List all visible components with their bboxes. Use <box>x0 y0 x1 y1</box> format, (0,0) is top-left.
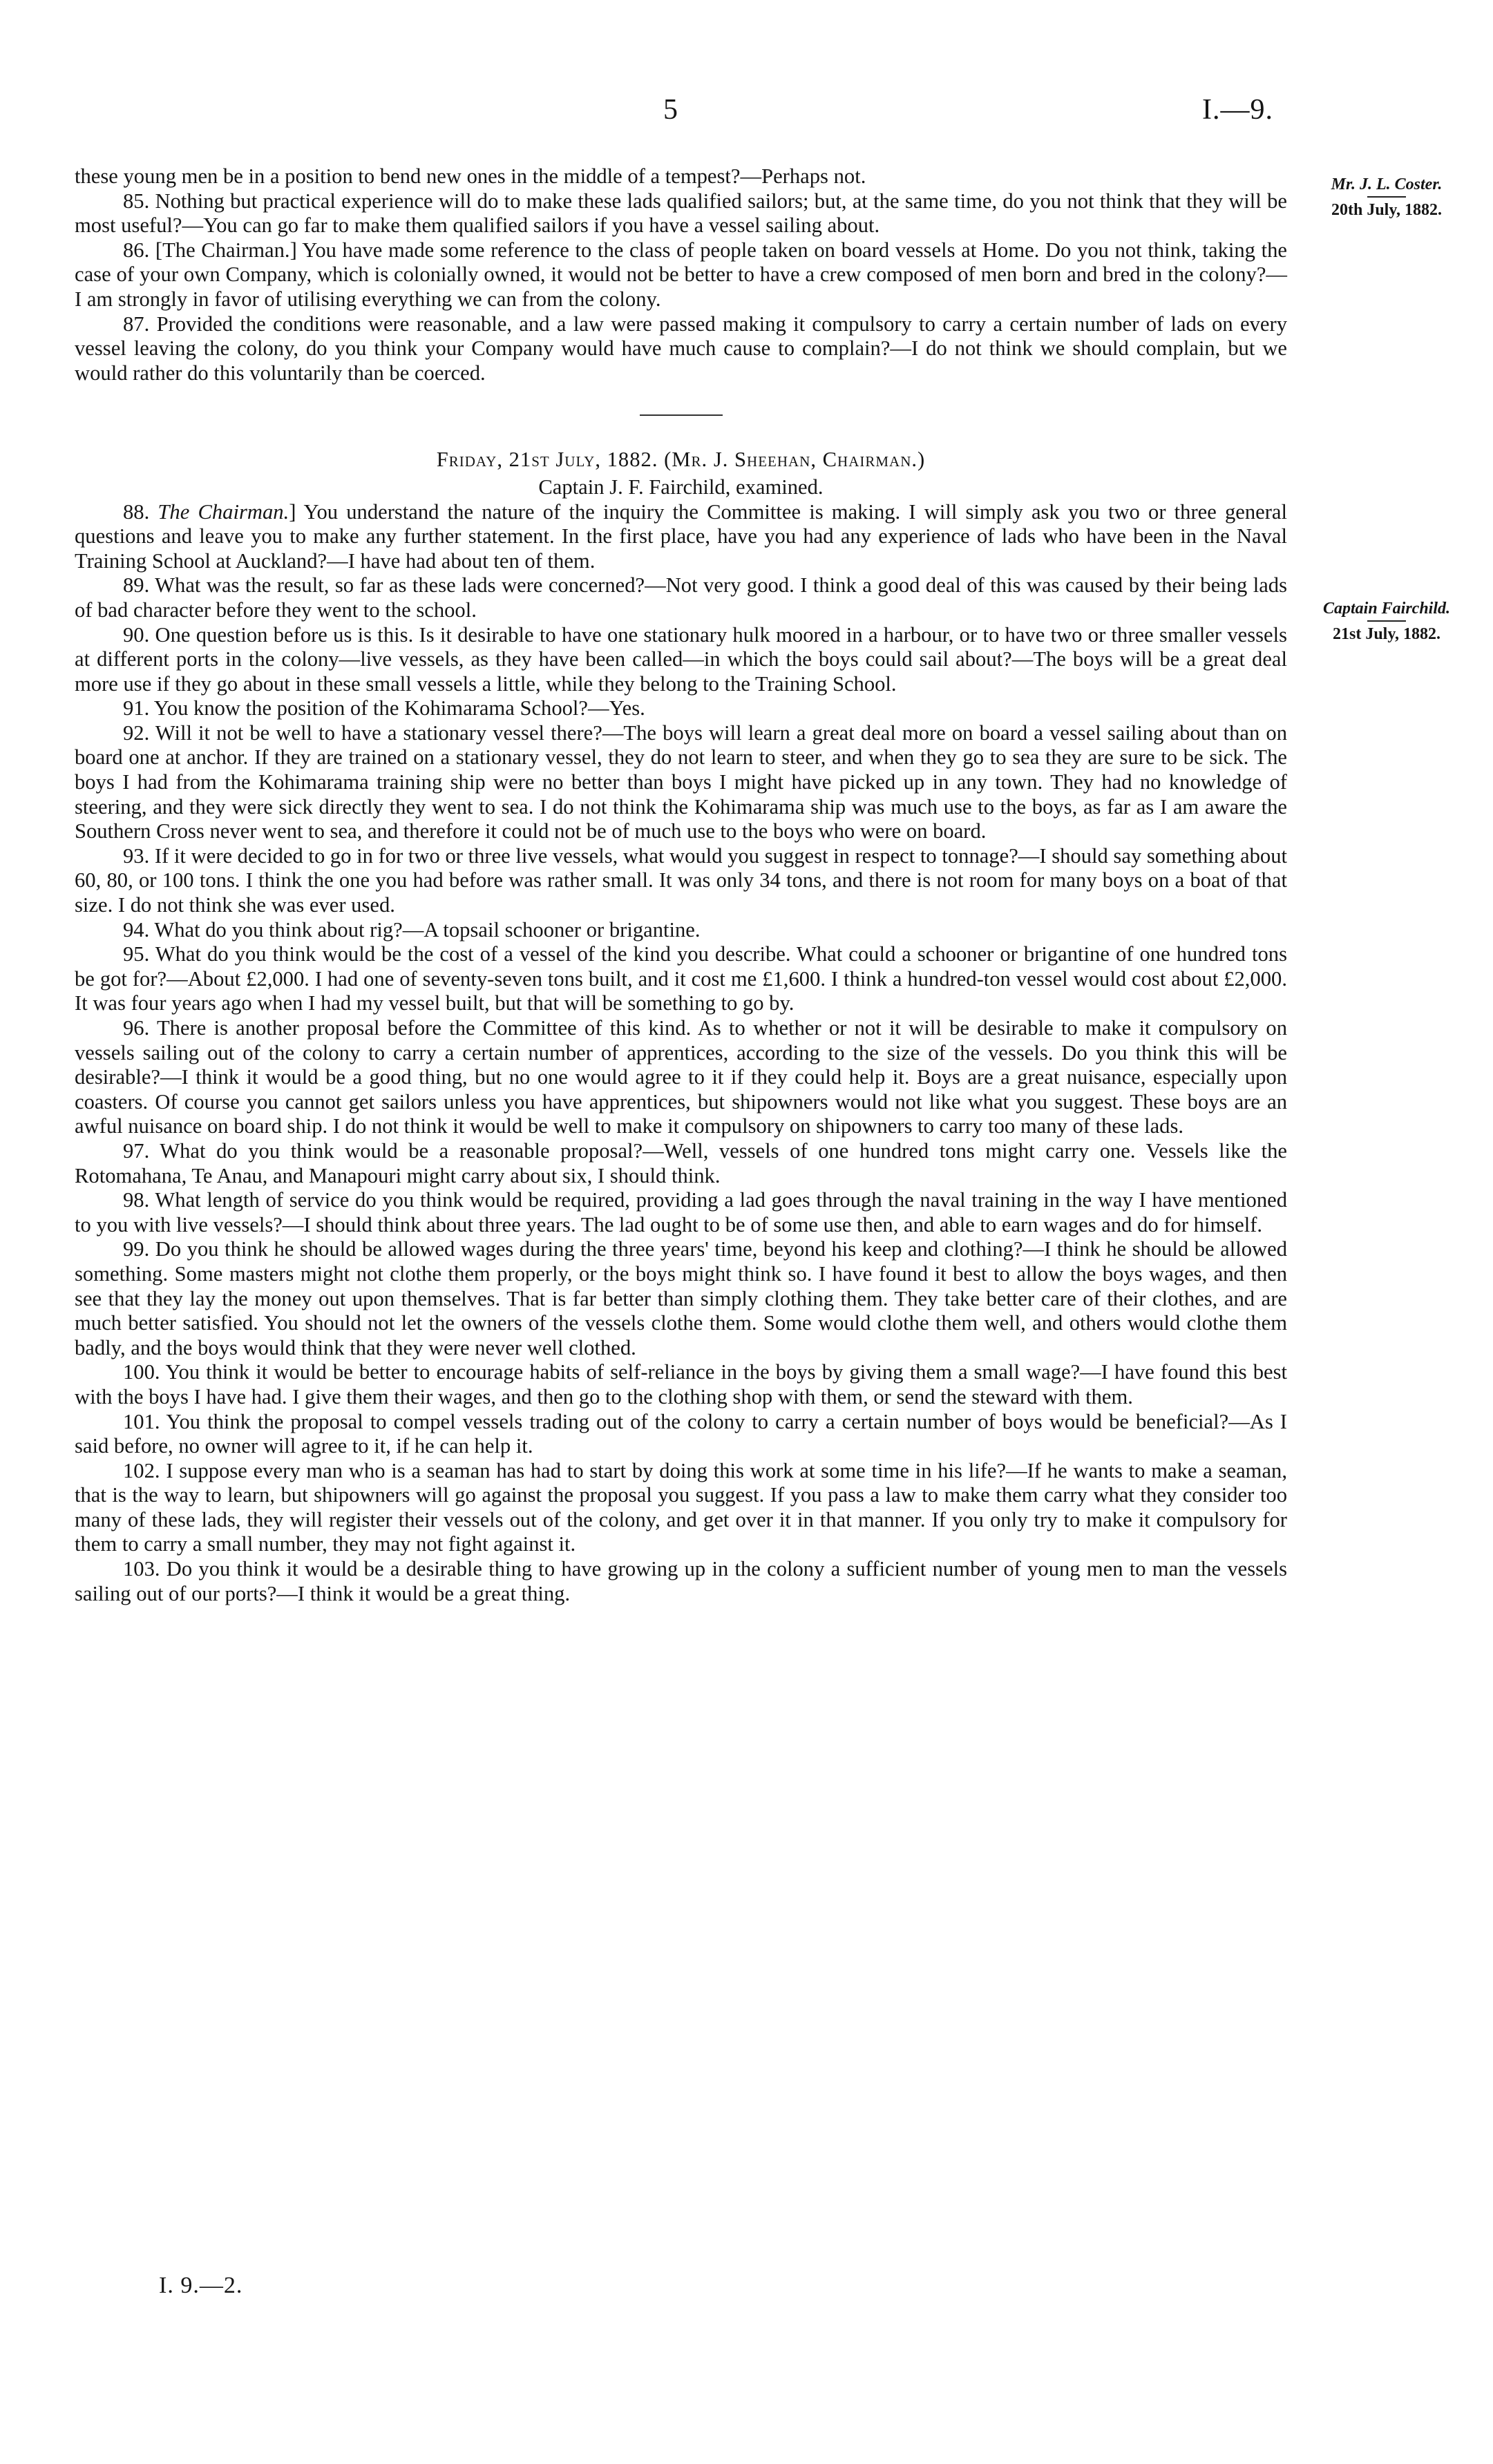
margin-note-coster <box>1293 174 1480 220</box>
paragraph-q100: 100. You think it would be better to encourage habits of self-reliance in the boys by giving them a small wage?—I have found this best with the boys I have had. I give them their wages, and then go to the clothing shop with them, or send the steward with them. <box>75 1360 1287 1408</box>
paragraph-q101: 101. You think the proposal to compel vessels trading out of the colony to carry a certain number of boys would be beneficial?—As I said before, no owner will agree to it, if he can help it. <box>75 1409 1287 1458</box>
margin-note-name: Mr. J. L. Coster. <box>1331 175 1443 193</box>
paragraph-q97: 97. What do you think would be a reasonable proposal?—Well, vessels of one hundred tons might carry one. Vessels like the Rotomahana, Te Anau, and Manapouri might carry about six, I should think. <box>75 1138 1287 1187</box>
paragraph-q92: 92. Will it not be well to have a stationary vessel there?—The boys will learn a great deal more on board a vessel sailing about than on board one at anchor. If they are trained on a stationary vessel, they do not learn to steer, and when they go to sea they are sure to be sick. The boys I had from the Kohimarama training ship were no better than boys I might have picked up in any town. They had no knowledge of steering, and they were sick directly they went to sea. I do not think the Kohimarama ship was much use to the boys, as far as I am aware the Southern Cross never went to sea, and therefore it could not be of much use to the boys who were on board. <box>75 720 1287 843</box>
document-code: I.—9. <box>1202 94 1273 126</box>
paragraph-q96: 96. There is another proposal before the Committee of this kind. As to whether or not it will be desirable to make it compulsory on vessels sailing out of the colony to carry a certain number of apprentices, according to the size of the vessels. Do you think this will be desirable?—I think it would be a good thing, but no one would agree to it if they could help it. Boys are a great nuisance, especially upon coasters. Of course you cannot get sailors unless you have apprentices, but shipowners would not like what you suggest. These boys are an awful nuisance on board ship. I do not think it would be well to make it compulsory on shipowners to carry too many of these lads. <box>75 1016 1287 1138</box>
paragraph-q103: 103. Do you think it would be a desirable thing to have growing up in the colony a sufficient number of young men to man the vessels sailing out of our ports?—I think it would be a great thing. <box>75 1557 1287 1605</box>
paragraph-q88 <box>75 500 1287 574</box>
margin-note-divider <box>1367 620 1406 622</box>
paragraph-q87: 87. Provided the conditions were reasonable, and a law were passed making it compulsory to carry a certain number of lads on every vessel leaving the colony, do you think your Company would have much cause to complain?—I do not think we should complain, but we would rather do this voluntarily than be coerced. <box>75 312 1287 385</box>
sheet-code: I. 9.—2. <box>159 2273 243 2298</box>
witness-heading: Captain J. F. Fairchild, examined. <box>538 475 824 499</box>
speaker-label: The Chairman. <box>158 499 289 524</box>
paragraph-q95: 95. What do you think would be the cost of a vessel of the kind you describe. What could a schooner or brigantine of one hundred tons be got for?—About £2,000. I had one of seventy-seven tons built, and it cost me £1,600. I think a hundred-ton vessel would cost about £2,000. It was four years ago when I had my vessel built, but that will be something to go by. <box>75 942 1287 1015</box>
margin-note-fairchild <box>1293 598 1480 644</box>
paragraph-q85: 85. Nothing but practical experience will do to make these lads qualified sailors; but, at the same time, do you not think that they will be most useful?—You can go far to make them qualified sailors if you have a vessel sailing about. <box>75 189 1287 238</box>
page-header <box>0 93 1493 135</box>
paragraph-q89: 89. What was the result, so far as these lads were concerned?—Not very good. I think a good deal of this was caused by their being lads of bad character before they went to the school. <box>75 573 1287 622</box>
paragraph-q90: 90. One question before us is this. Is it desirable to have one stationary hulk moored in a harbour, or to have two or three smaller vessels at different ports in the colony—live vessels, as they have been called—in which the boys could sail about?—The boys will be a great deal more use if they go about in these small vessels a little, while they belong to the Training School. <box>75 622 1287 696</box>
body-text <box>75 164 1287 1606</box>
question-text: ] You understand the nature of the inquiry the Committee is making. I will simply ask you two or three general questions and leave you to make any further statement. In the first place, have you had any experience of lads who have been in the Naval Training School at Auckland?—I have had about ten of them. <box>75 499 1288 573</box>
paragraph-q94: 94. What do you think about rig?—A topsail schooner or brigantine. <box>123 917 701 942</box>
margin-note-date: 21st July, 1882. <box>1332 625 1441 643</box>
paragraph-q91: 91. You know the position of the Kohimarama School?—Yes. <box>123 696 645 720</box>
margin-note-date: 20th July, 1882. <box>1331 201 1443 219</box>
paragraph-continuation: these young men be in a position to bend new ones in the middle of a tempest?—Perhaps not. <box>75 164 866 188</box>
paragraph-q93: 93. If it were decided to go in for two or three live vessels, what would you suggest in respect to tonnage?—I should say something about 60, 80, or 100 tons. I think the one you had before was rather small. It was only 34 tons, and there is not room for many boys on a boat of that size. I do not think she was ever used. <box>75 843 1287 917</box>
paragraph-q98: 98. What length of service do you think would be required, providing a lad goes through the naval training in the way I have mentioned to you with live vessels?—I should think about three years. The lad ought to be of some use then, and able to earn wages and do for himself. <box>75 1188 1287 1236</box>
question-number: 88. <box>123 499 150 524</box>
paragraph-q99: 99. Do you think he should be allowed wages during the three years' time, beyond his keep and clothing?—I think he should be allowed something. Some masters might not clothe them properly, or the boys might think so. I have found it best to allow the boys wages, and then see that they lay the money out upon themselves. That is far better than simply clothing them. They take better care of their clothes, and are much better satisfied. You should not let the owners of the vessels clothe them. Some would clothe them well, and others would clothe them badly, and the boys would think that they were never well clothed. <box>75 1237 1287 1359</box>
margin-note-divider <box>1367 196 1406 198</box>
page-number: 5 <box>663 94 678 126</box>
paragraph-q102: 102. I suppose every man who is a seaman has had to start by doing this work at some time in his life?—If he wants to make a seaman, that is the way to learn, but shipowners will go against the proposal you suggest. If you pass a law to make them carry what they consider too many of these lads, they will register their vessels out of the colony, and get over it in that manner. If you only try to make it compulsory for them to carry a small number, they may not fight against it. <box>75 1458 1287 1556</box>
margin-note-name: Captain Fairchild. <box>1322 600 1451 618</box>
paragraph-q86: 86. [The Chairman.] You have made some reference to the class of people taken on board vessels at Home. Do you not think, taking the case of your own Company, which is colonially owned, it would not be better to have a crew composed of men born and bred in the colony?—I am strongly in favor of utilising everything we can from the colony. <box>75 238 1287 311</box>
section-divider <box>640 414 723 416</box>
sitting-heading: Friday, 21st July, 1882. (Mr. J. Sheehan, Chairman.) <box>436 448 926 472</box>
